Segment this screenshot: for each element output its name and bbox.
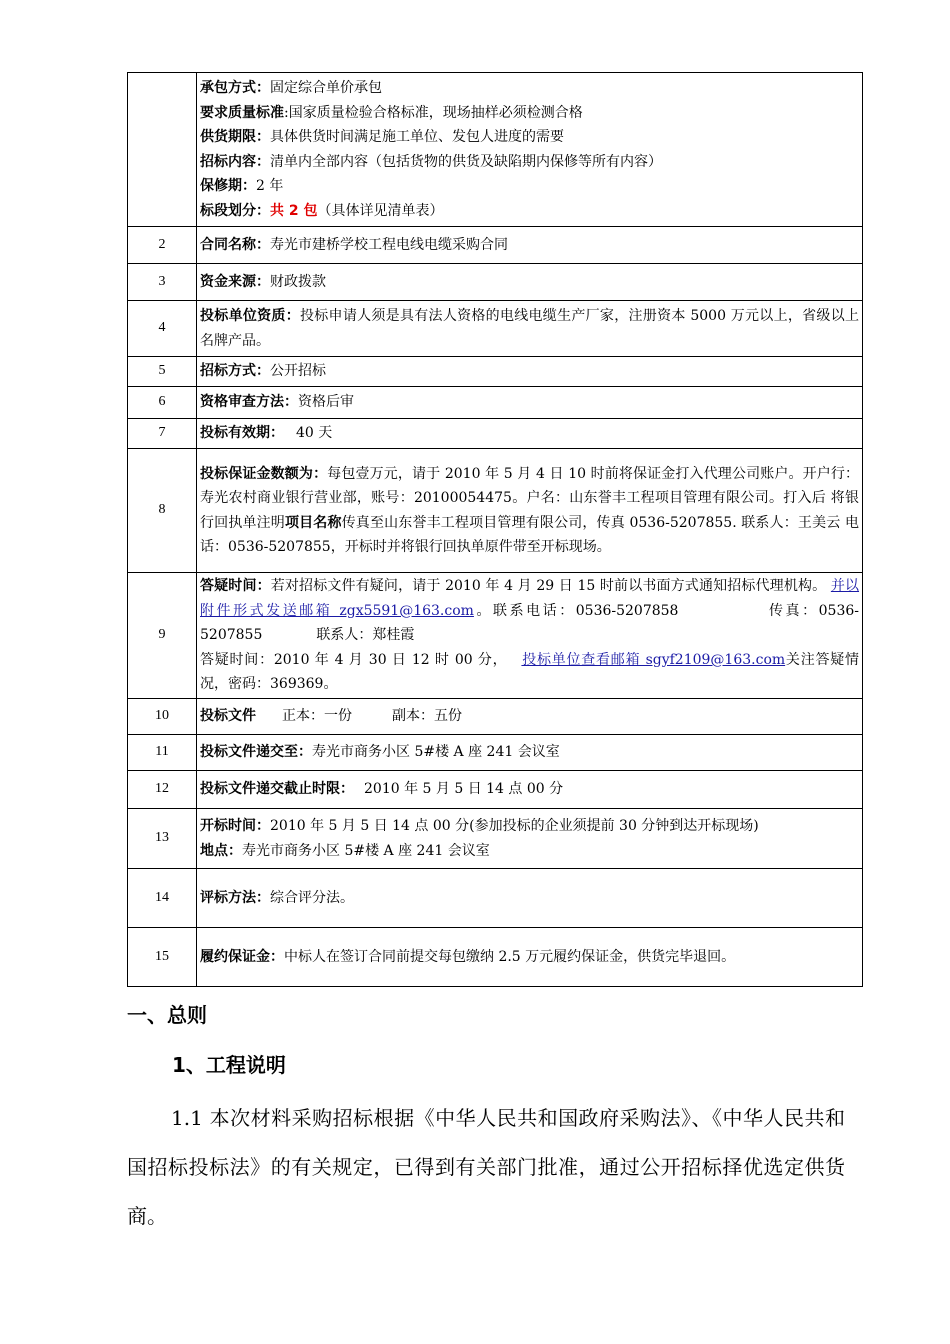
subsection-heading: 1、工程说明: [172, 1053, 286, 1077]
field-label: 投标单位资质：: [200, 308, 300, 324]
field-value: 若对招标文件有疑问，请于 2010 年 4 月 29 日 15 时前以书面方式通知招标代理机构。: [270, 578, 827, 595]
table-row: [128, 449, 863, 573]
field-value: 财政拨款: [270, 273, 326, 290]
row-number: 11: [128, 735, 197, 771]
field-value: 每包壹万元，: [327, 465, 413, 482]
table-row: [128, 928, 863, 987]
row-number: 7: [128, 419, 197, 449]
field-value: 2010 年 5 月 5 日 14 点 00 分(参加投标的企业须提前 30 分钟到达开标现场): [270, 818, 759, 834]
row-number: 2: [128, 227, 197, 264]
email-link-sgyf2109[interactable]: 投标单位查看邮箱 sgyf2109@163.com: [521, 651, 786, 668]
field-value: :国家质量检验合格标准，现场抽样必须检测合格: [284, 104, 583, 121]
field-value: 关注答疑情况，密码：369369。: [200, 651, 860, 693]
field-label: 投标保证金数额为：: [200, 465, 328, 482]
row-number: 9: [128, 573, 197, 699]
original-copies: 正本：一份: [282, 708, 352, 725]
table-row: [128, 771, 863, 809]
body-paragraph: 1.1 本次材料采购招标根据《中华人民共和国政府采购法》、《中华人民共和国招标投标法》的有关规定，已得到有关部门批准，通过公开招标择优选定供货商。: [127, 1106, 845, 1228]
table-row: [128, 573, 863, 699]
field-value: 清单内全部内容（包括货物的供货及缺陷期内保修等所有内容）: [270, 153, 662, 170]
table-row: [128, 735, 863, 771]
field-label: 评标方法：: [200, 889, 270, 906]
table-row: [128, 357, 863, 387]
field-label: 承包方式：: [200, 80, 270, 96]
field-value: 具体供货时间满足施工单位、发包人进度的需要: [270, 129, 564, 145]
table-row: [128, 809, 863, 869]
field-label: 开标时间：: [200, 818, 270, 834]
field-label: 履约保证金：: [200, 948, 284, 965]
field-value: 中标人在签订合同前提交每包缴纳 2.5 万元履约保证金，供货完毕退回。: [284, 948, 736, 965]
field-label: 标段划分：: [200, 202, 270, 219]
field-label: 保修期：: [200, 178, 256, 194]
field-value: 公开招标: [270, 363, 326, 380]
field-label: 供货期限：: [200, 129, 270, 145]
row-number: 10: [128, 699, 197, 735]
field-value: 传真：0536-5207855: [200, 602, 860, 644]
field-value: 请于 2010 年 5 月 4 日 10 时前将保证金打入代理公司账户。开户行：寿光农村商业银行营业部，账号：20100054475。户名：山东誉丰工程项目管理有限公司。打入后 将银行回执单注明: [200, 465, 860, 531]
row-number: 8: [128, 449, 197, 573]
section-heading: 一、总则: [127, 1003, 207, 1027]
package-count: 共 2 包: [270, 202, 318, 219]
field-label: 投标文件递交截止时限：: [200, 781, 354, 798]
field-label: 投标有效期：: [200, 425, 284, 442]
field-value: 寿光市建桥学校工程电线电缆采购合同: [270, 236, 508, 253]
table-row: [128, 301, 863, 357]
row-number: 14: [128, 869, 197, 928]
table-row: [128, 387, 863, 419]
field-value: 综合评分法。: [270, 889, 354, 906]
tender-info-table: [127, 72, 863, 987]
field-value: 寿光市商务小区 5#楼 A 座 241 会议室: [312, 744, 560, 761]
field-label: 答疑时间：: [200, 578, 271, 595]
email-link-zgx5591[interactable]: 并以附件形式发送邮箱 zgx5591@163.com: [200, 578, 860, 619]
field-value: 2 年: [256, 178, 284, 194]
field-value: 资格后审: [298, 394, 354, 411]
field-value: 答疑时间：2010 年 4 月 30 日 12 时 00 分，: [200, 651, 508, 668]
project-name-emphasis: 项目名称: [284, 514, 342, 531]
duplicate-copies: 副本：五份: [392, 708, 462, 725]
field-label: 招标方式：: [200, 363, 270, 380]
field-label: 要求质量标准: [200, 104, 284, 121]
field-value: 。联系电话：0536-5207858: [473, 602, 679, 619]
field-label: 地点：: [200, 842, 242, 859]
field-label: 招标内容：: [200, 153, 270, 170]
row-number: 12: [128, 771, 197, 809]
row-number: 13: [128, 809, 197, 869]
row-number: 3: [128, 264, 197, 301]
table-row: [128, 73, 863, 227]
field-value: 40 天: [296, 425, 333, 442]
table-row: [128, 264, 863, 301]
field-value: 寿光市商务小区 5#楼 A 座 241 会议室: [242, 842, 490, 859]
table-row: [128, 419, 863, 449]
field-value: 投标申请人须是具有法人资格的电线电缆生产厂家，注册资本 5000 万元以上，省级以上名牌产品。: [200, 308, 859, 349]
row-number: 15: [128, 928, 197, 987]
row-number: 5: [128, 357, 197, 387]
table-row: [128, 699, 863, 735]
row-number: 6: [128, 387, 197, 419]
field-label: 合同名称：: [200, 236, 270, 253]
row-number-cell: [128, 73, 197, 227]
field-label: 资格审查方法：: [200, 394, 298, 411]
field-label: 投标文件: [200, 708, 256, 725]
table-row: [128, 869, 863, 928]
field-label: 资金来源：: [200, 273, 270, 290]
field-label: 投标文件递交至：: [200, 744, 312, 761]
field-value: 2010 年 5 月 5 日 14 点 00 分: [364, 781, 564, 798]
table-row: [128, 227, 863, 264]
field-value: （具体详见清单表）: [317, 202, 444, 219]
field-value: 传真至山东誉丰工程项目管理有限公司，传真 0536-5207855. 联系人：王美云 电话：0536-5207855，开标时并将银行回执单原件带至开标现场。: [200, 514, 860, 555]
field-value: 联系人：郑桂霞: [316, 627, 415, 644]
field-value: 固定综合单价承包: [270, 80, 382, 96]
row-number: 4: [128, 301, 197, 357]
row-content-cell: [197, 73, 863, 227]
